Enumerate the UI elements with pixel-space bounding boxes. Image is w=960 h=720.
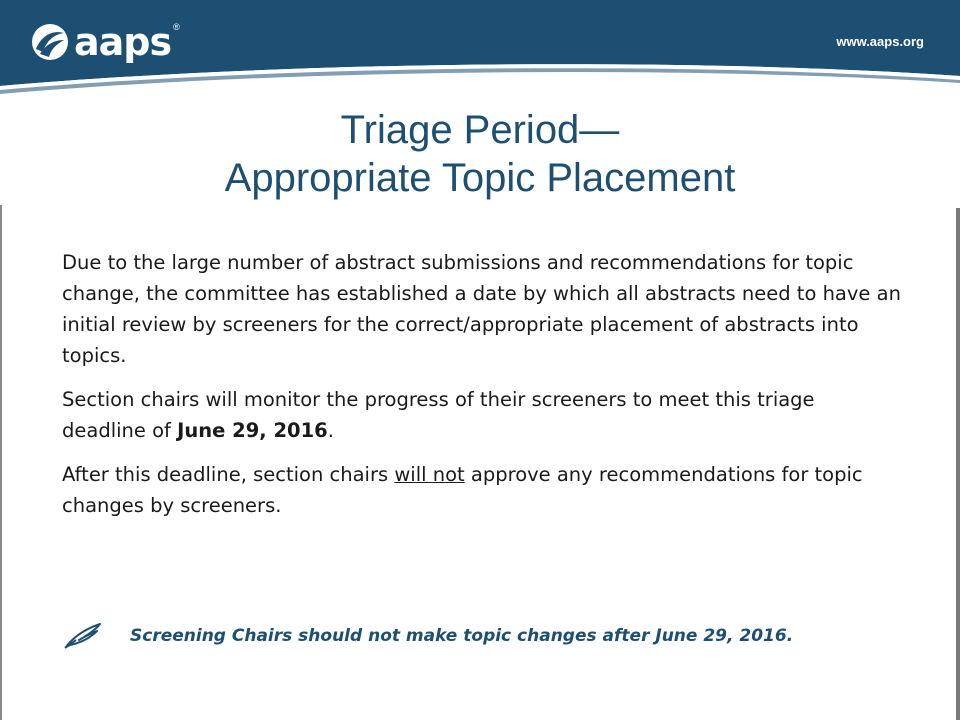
registered-mark: ® [173,22,180,32]
aaps-swirl-icon [30,22,70,62]
quill-pen-icon [62,621,104,651]
left-border [0,205,2,720]
paragraph-2 [62,384,902,446]
slide-title [0,106,960,202]
paragraph-2-text: Section chairs will monitor the progress of their screeners to meet this triage deadline of [62,388,815,442]
aaps-logo [30,20,180,64]
logo-text: aaps [74,20,172,64]
paragraph-2-end: . [327,419,334,442]
paragraph-3-text: After this deadline, section chairs [62,463,395,486]
paragraph-3 [62,459,902,521]
note-callout [62,620,922,652]
note-text: Screening Chairs should not make topic changes after June 29, 2016. [130,626,794,646]
paragraph-1: Due to the large number of abstract submissions and recommendations for topic change, the committee has established a date by which all abstracts need to have an initial review by screeners for the correct/appropriate placement of abstracts into topics. [62,251,901,367]
title-line-1: Triage Period— [340,108,620,152]
slide-body [62,247,902,534]
title-line-2: Appropriate Topic Placement [224,156,736,200]
paragraph-3-end: approve any recommendations for topic changes by screeners. [62,463,863,517]
deadline-date: June 29, 2016 [177,419,328,442]
right-border [956,208,960,720]
will-not-emphasis: will not [394,463,465,486]
website-url: www.aaps.org [836,34,924,49]
